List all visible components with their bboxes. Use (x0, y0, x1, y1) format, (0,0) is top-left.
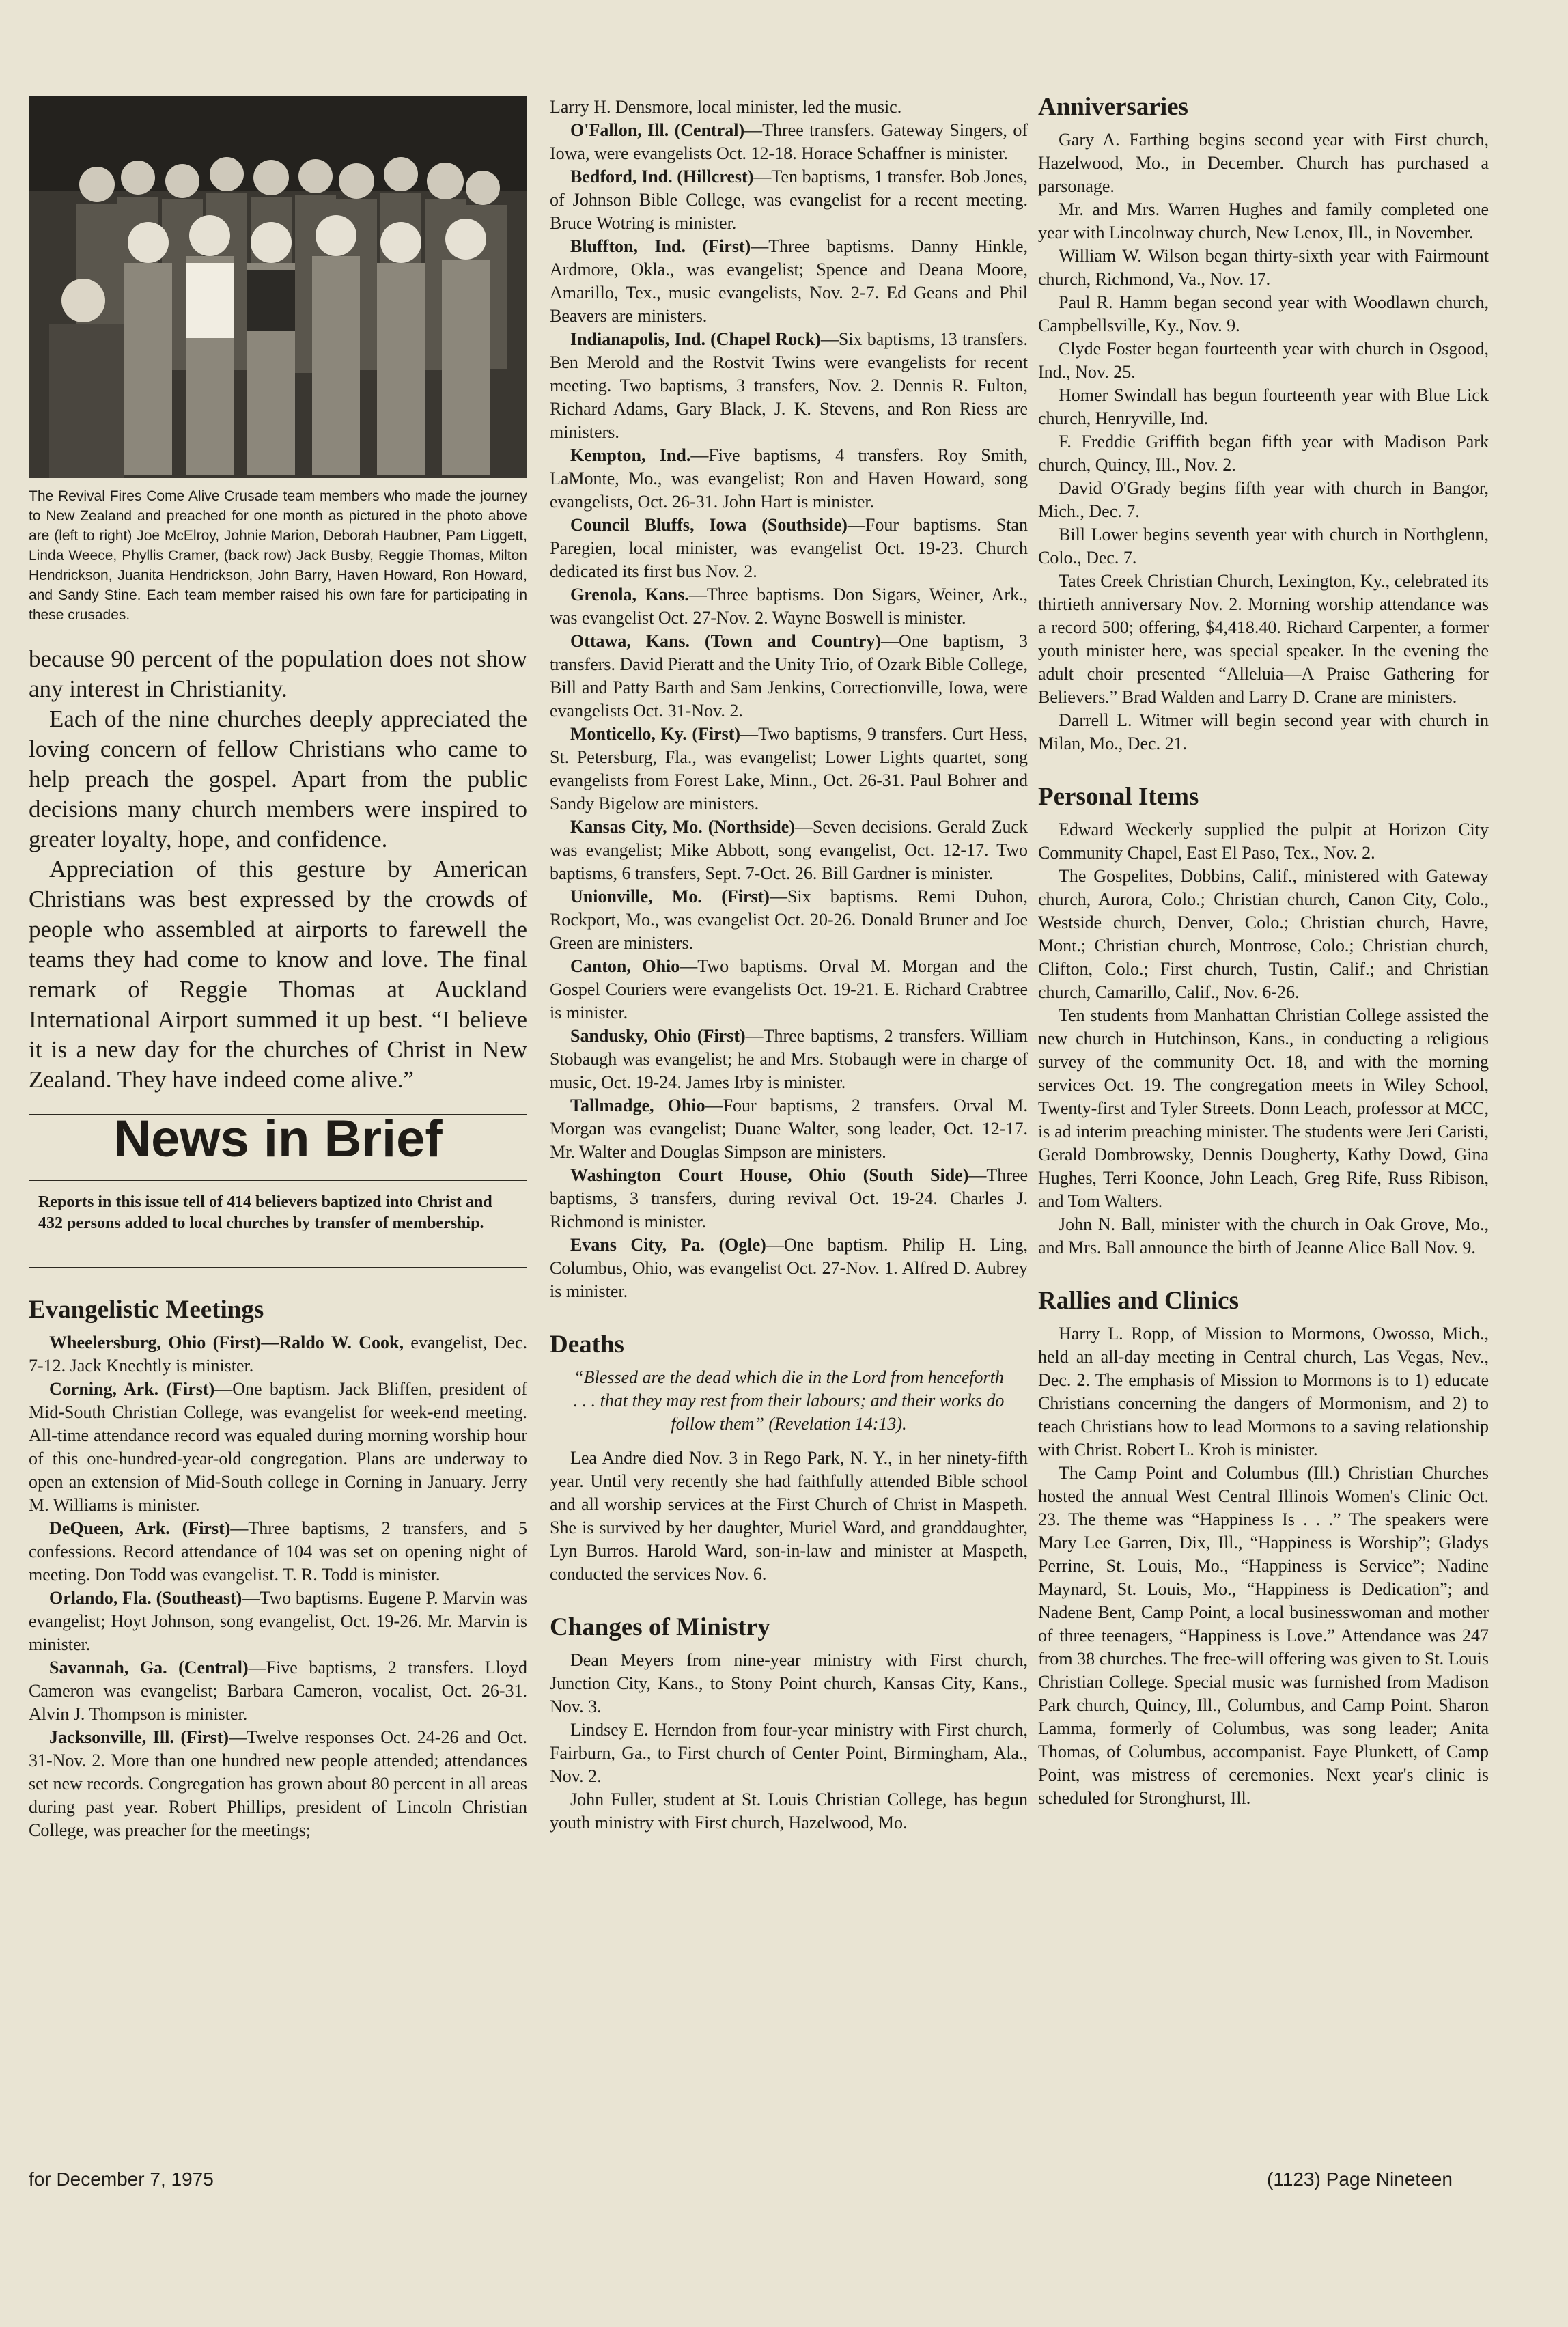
section-heading-rallies: Rallies and Clinics (1038, 1287, 1239, 1315)
footer-date: for December 7, 1975 (29, 2169, 214, 2190)
scripture-quote: “Blessed are the dead which die in the Lord from henceforth . . . that they may rest from their labours; and their works do follow them” (Revelation 14:13). (573, 1367, 1005, 1434)
list-item: The Gospelites, Dobbins, Calif., ministered with Gateway church, Aurora, Colo.; Christian church, Canon City, Colo., Westside church, Denver, Colo.; Christian church, Havre, Mont.; Christian church, Montrose, Colo.; Christian church, Clifton, Colo.; First church, Tustin, Calif.; and Christian church, Camarillo, Calif., Nov. 6-26. (1038, 866, 1489, 1002)
list-item: Edward Weckerly supplied the pulpit at Horizon City Community Chapel, East El Paso, Tex., Nov. 2. (1038, 820, 1489, 863)
section-heading-deaths: Deaths (550, 1330, 624, 1358)
list-item: Ten students from Manhattan Christian College assisted the new church in Hutchinson, Kans., in conducting a religious survey of the community Oct. 18, and with the morning services Oct. 19. The congregation meets in Wiley School, Twenty-first and Tyler Streets. Donn Leach, professor at MCC, is ad interim preaching minister. The students were Jeri Caristi, Gerald Dombrowsky, Dennis Dougherty, Kathy Dowd, Gina Hughes, Terri Koonce, John Leach, Greg Rife, Russ Ribison, and Tom Walters. (1038, 1005, 1489, 1211)
list-item: Unionville, Mo. (First)—Six baptisms. Remi Duhon, Rockport, Mo., was evangelist Oct. 20-26. Donald Bruner and Joe Green are ministers. (550, 887, 1028, 953)
list-item: Lindsey E. Herndon from four-year ministry with First church, Fairburn, Ga., to First church of Center Point, Birmingham, Ala., Nov. 2. (550, 1720, 1028, 1786)
list-item: Washington Court House, Ohio (South Side)—Three baptisms, 3 transfers, during revival Oct. 19-24. Charles J. Richmond is minister. (550, 1165, 1028, 1231)
team-photo (29, 96, 527, 478)
list-item: Grenola, Kans.—Three baptisms. Don Sigars, Weiner, Ark., was evangelist Oct. 27-Nov. 2. Wayne Boswell is minister. (550, 585, 1028, 628)
list-item: John Fuller, student at St. Louis Christian College, has begun youth ministry with First church, Hazelwood, Mo. (550, 1789, 1028, 1833)
section-heading-changes: Changes of Ministry (550, 1613, 770, 1641)
list-item: Bedford, Ind. (Hillcrest)—Ten baptisms, 1 transfer. Bob Jones, of Johnson Bible College, was evangelist for a recent meeting. Bruce Wotring is minister. (550, 167, 1028, 233)
list-item: Tallmadge, Ohio—Four baptisms, 2 transfers. Orval M. Morgan was evangelist; Duane Walter, song leader, Oct. 12-17. Mr. Walter and Douglas Simpson are ministers. (550, 1096, 1028, 1162)
column-middle (550, 96, 1028, 1835)
list-item: Sandusky, Ohio (First)—Three baptisms, 2 transfers. William Stobaugh was evangelist; he and Mrs. Stobaugh were in charge of music, Oct. 19-24. James Irby is minister. (550, 1026, 1028, 1092)
list-item: Wheelersburg, Ohio (First)—Raldo W. Cook, evangelist, Dec. 7-12. Jack Knechtly is minister. (29, 1333, 527, 1376)
list-item: David O'Grady begins fifth year with church in Bangor, Mich., Dec. 7. (1038, 478, 1489, 521)
column-left (29, 96, 527, 1842)
list-item: William W. Wilson began thirty-sixth year with Fairmount church, Richmond, Va., Nov. 17. (1038, 246, 1489, 289)
list-item: Darrell L. Witmer will begin second year with church in Milan, Mo., Dec. 21. (1038, 710, 1489, 753)
article-paragraph: because 90 percent of the population does not show any interest in Christianity. (29, 645, 527, 702)
list-item: Gary A. Farthing begins second year with First church, Hazelwood, Mo., in December. Church has purchased a parsonage. (1038, 130, 1489, 196)
list-item: Tates Creek Christian Church, Lexington, Ky., celebrated its thirtieth anniversary Nov. 2. Morning worship attendance was a record 500; offering, $4,418.40. Richard Carpenter, a former youth minister here, was special speaker. In the evening the adult choir presented “Alleluia—A Praise Gathering for Believers.” Brad Walden and Larry D. Crane are ministers. (1038, 571, 1489, 707)
footer-page-number: (1123) Page Nineteen (1267, 2169, 1453, 2190)
article-paragraph: Each of the nine churches deeply appreciated the loving concern of fellow Christians who came to help preach the gospel. Apart from the public decisions many church members were inspired to greater loyalty, hope, and confidence. (29, 706, 527, 852)
crusade-article (29, 644, 527, 1095)
list-item: Kempton, Ind.—Five baptisms, 4 transfers. Roy Smith, LaMonte, Mo., was evangelist; Ron and Haven Howard, song evangelists, Oct. 26-31. John Hart is minister. (550, 445, 1028, 512)
list-item: F. Freddie Griffith began fifth year with Madison Park church, Quincy, Ill., Nov. 2. (1038, 432, 1489, 475)
list-item: Canton, Ohio—Two baptisms. Orval M. Morgan and the Gospel Couriers were evangelists Oct. 19-21. E. Richard Crabtree is minister. (550, 956, 1028, 1022)
evangelistic-list (29, 1331, 527, 1842)
list-item: DeQueen, Ark. (First)—Three baptisms, 2 transfers, and 5 confessions. Record attendance of 104 was set on opening night of meeting. Don Todd was evangelist. T. R. Todd is minister. (29, 1518, 527, 1585)
news-in-brief-intro: Reports in this issue tell of 414 believers baptized into Christ and 432 persons added to local churches by transfer of membership. (38, 1193, 492, 1232)
list-item: Homer Swindall has begun fourteenth year with Blue Lick church, Henryville, Ind. (1038, 385, 1489, 428)
list-item: O'Fallon, Ill. (Central)—Three transfers. Gateway Singers, of Iowa, were evangelists Oct. 12-18. Horace Schaffner is minister. (550, 120, 1028, 163)
list-item: John N. Ball, minister with the church in Oak Grove, Mo., and Mrs. Ball announce the birth of Jeanne Alice Ball Nov. 9. (1038, 1214, 1489, 1257)
list-item: Dean Meyers from nine-year ministry with First church, Junction City, Kans., to Stony Point church, Kansas City, Kans., Nov. 3. (550, 1650, 1028, 1716)
team-photo-illustration (29, 96, 527, 478)
list-item: Monticello, Ky. (First)—Two baptisms, 9 transfers. Curt Hess, St. Petersburg, Fla., was evangelist; Lower Lights quartet, song evangelists from Forest Lake, Minn., Oct. 26-31. Paul Bohrer and Sandy Bigelow are ministers. (550, 724, 1028, 813)
list-item: Bill Lower begins seventh year with church in Northglenn, Colo., Dec. 7. (1038, 525, 1489, 568)
list-item: The Camp Point and Columbus (Ill.) Christian Churches hosted the annual West Central Illinois Women's Clinic Oct. 23. The theme was “Happiness Is . . .” The speakers were Mary Lee Garren, Dix, Ill., “Happiness is Worship”; Gladys Perrine, St. Louis, Mo., “Happiness is Service”; Nadine Maynard, St. Louis, Mo., “Happiness is Dedication”; and Nadene Bent, Camp Point, a local businesswoman and mother of three teenagers, “Happiness is Love.” Attendance was 247 from 38 churches. The free-will offering was given to St. Louis Christian College. Special music was furnished from Madison Park church, Quincy, Ill., Columbus, and Camp Point. Sharon Lamma, formerly of Columbus, was song leader; Anita Thomas, of Columbus, accompanist. Faye Plunkett, of Camp Point, was mistress of ceremonies. Next year's clinic is scheduled for Stronghurst, Ill. (1038, 1463, 1489, 1808)
obituary: Lea Andre died Nov. 3 in Rego Park, N. Y., in her ninety-fifth year. Until very recently she had faithfully attended Bible school and all worship services at the First Church of Christ in Maspeth. She is survived by her daughter, Muriel Ward, and granddaughter, Lyn Burros. Harold Ward, son-in-law and minister at Maspeth, conducted the services Nov. 6. (550, 1448, 1028, 1584)
list-item: Mr. and Mrs. Warren Hughes and family completed one year with Lincolnway church, New Lenox, Ill., in November. (1038, 199, 1489, 242)
list-item: Jacksonville, Ill. (First)—Twelve responses Oct. 24-26 and Oct. 31-Nov. 2. More than one hundred new people attended; attendances set new records. Congregation has grown about 80 percent in all areas during past year. Robert Phillips, president of Lincoln Christian College, was preacher for the meetings; (29, 1727, 527, 1840)
section-heading-personal: Personal Items (1038, 783, 1199, 811)
section-heading-evangelistic: Evangelistic Meetings (29, 1296, 264, 1324)
list-item: Orlando, Fla. (Southeast)—Two baptisms. Eugene P. Marvin was evangelist; Hoyt Johnson, song evangelist, Oct. 19-26. Mr. Marvin is minister. (29, 1588, 527, 1654)
list-item: Clyde Foster began fourteenth year with church in Osgood, Ind., Nov. 25. (1038, 339, 1489, 382)
list-item: Harry L. Ropp, of Mission to Mormons, Owosso, Mich., held an all-day meeting in Central church, Las Vegas, Nev., Dec. 2. The emphasis of Mission to Mormons is to 1) educate Christians concerning the dangers of Mormonism, and 2) to teach Christians how to lead Mormons to a saving relationship with Christ. Robert L. Kroh is minister. (1038, 1324, 1489, 1460)
list-item: Paul R. Hamm began second year with Woodlawn church, Campbellsville, Ky., Nov. 9. (1038, 292, 1489, 335)
list-item: Corning, Ark. (First)—One baptism. Jack Bliffen, president of Mid-South Christian College, was evangelist for week-end meeting. All-time attendance record was equaled during morning worship hour of this one-hundred-year-old congregation. Plans are underway to open an extension of Mid-South college in Corning in January. Jerry M. Williams is minister. (29, 1379, 527, 1515)
divider (29, 1267, 527, 1268)
list-item: Evans City, Pa. (Ogle)—One baptism. Philip H. Ling, Columbus, Ohio, was evangelist Oct. 27-Nov. 1. Alfred D. Aubrey is minister. (550, 1235, 1028, 1301)
column-right (1038, 93, 1489, 1810)
article-paragraph: Appreciation of this gesture by American Christians was best expressed by the crowds of people who assembled at airports to farewell the teams they had come to know and love. The final remark of Reggie Thomas at Auckland International Airport summed it up best. “I believe it is a new day for the churches of Christ in New Zealand. They have indeed come alive.” (29, 856, 527, 1093)
list-item: Council Bluffs, Iowa (Southside)—Four baptisms. Stan Paregien, local minister, was evangelist Oct. 19-23. Church dedicated its first bus Nov. 2. (550, 515, 1028, 581)
news-in-brief-title: News in Brief (113, 1110, 443, 1168)
photo-caption: The Revival Fires Come Alive Crusade team members who made the journey to New Zealand and preached for one month as pictured in the photo above are (left to right) Joe McElroy, Johnie Marion, Deborah Haubner, Pam Liggett, Linda Weece, Phyllis Cramer, (back row) Jack Busby, Reggie Thomas, Milton Hendrickson, Juanita Hendrickson, John Barry, Haven Howard, Ron Howard, and Sandy Stine. Each team member raised his own fare for participating in these crusades. (29, 488, 527, 623)
list-item: Larry H. Densmore, local minister, led the music. (550, 97, 902, 117)
list-item: Bluffton, Ind. (First)—Three baptisms. Danny Hinkle, Ardmore, Okla., was evangelist; Spence and Deana Moore, Amarillo, Tex., music evangelists, Nov. 2-7. Ed Geans and Phil Beavers are ministers. (550, 236, 1028, 326)
list-item: Savannah, Ga. (Central)—Five baptisms, 2 transfers. Lloyd Cameron was evangelist; Barbara Cameron, vocalist, Oct. 26-31. Alvin J. Thompson is minister. (29, 1658, 527, 1724)
list-item: Ottawa, Kans. (Town and Country)—One baptism, 3 transfers. David Pieratt and the Unity Trio, of Ozark Bible College, Bill and Patty Barth and Sam Jenkins, Correctionville, Iowa, were evangelists Oct. 31-Nov. 2. (550, 631, 1028, 721)
list-item: Indianapolis, Ind. (Chapel Rock)—Six baptisms, 13 transfers. Ben Merold and the Rostvit Twins were evangelists for recent meeting. Two baptisms, 3 transfers, Nov. 2. Dennis R. Fulton, Richard Adams, Gary Black, J. K. Stevens, and Ron Riess are ministers. (550, 329, 1028, 442)
list-item: Kansas City, Mo. (Northside)—Seven decisions. Gerald Zuck was evangelist; Mike Abbott, song evangelist, Oct. 12-17. Two baptisms, 6 transfers, Sept. 7-Oct. 26. Bill Gardner is minister. (550, 817, 1028, 883)
section-heading-anniversaries: Anniversaries (1038, 93, 1188, 121)
